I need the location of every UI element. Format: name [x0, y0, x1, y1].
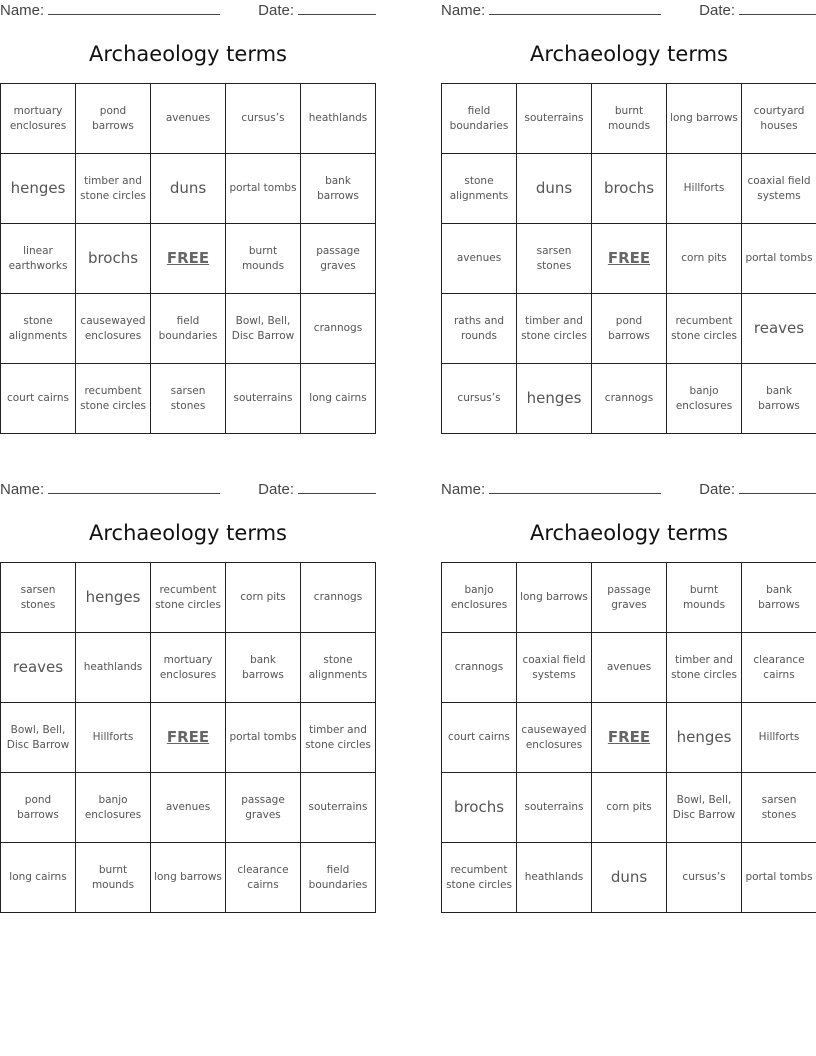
- bingo-grid: [0, 83, 376, 434]
- name-label: Name:: [0, 2, 45, 19]
- bingo-cell[interactable]: souterrains: [517, 773, 592, 843]
- bingo-cell[interactable]: henges: [517, 364, 592, 434]
- bingo-cell[interactable]: clearance cairns: [226, 843, 301, 913]
- date-field[interactable]: [258, 2, 376, 19]
- bingo-cell[interactable]: sarsen stones: [517, 224, 592, 294]
- bingo-cell[interactable]: henges: [1, 154, 76, 224]
- name-field[interactable]: [441, 2, 661, 19]
- bingo-card-1: [0, 0, 376, 440]
- bingo-grid: [0, 562, 376, 913]
- bingo-cell[interactable]: avenues: [442, 224, 517, 294]
- bingo-cell[interactable]: corn pits: [592, 773, 667, 843]
- bingo-cell[interactable]: bank barrows: [742, 563, 816, 633]
- bingo-cell[interactable]: cursus’s: [226, 84, 301, 154]
- name-field[interactable]: [0, 481, 220, 498]
- bingo-cell[interactable]: recumbent stone circles: [442, 843, 517, 913]
- bingo-cell[interactable]: bank barrows: [301, 154, 376, 224]
- bingo-card-3: [0, 479, 376, 919]
- bingo-cell[interactable]: Bowl, Bell, Disc Barrow: [1, 703, 76, 773]
- bingo-cell[interactable]: burnt mounds: [667, 563, 742, 633]
- card-title: Archaeology terms: [530, 521, 728, 545]
- bingo-cell[interactable]: timber and stone circles: [301, 703, 376, 773]
- bingo-cell[interactable]: avenues: [151, 84, 226, 154]
- bingo-cell[interactable]: mortuary enclosures: [1, 84, 76, 154]
- free-space-cell[interactable]: FREE: [151, 224, 226, 294]
- bingo-cell[interactable]: cursus’s: [667, 843, 742, 913]
- name-label: Name:: [441, 481, 486, 498]
- bingo-cell[interactable]: sarsen stones: [1, 563, 76, 633]
- bingo-cell[interactable]: avenues: [592, 633, 667, 703]
- bingo-cell[interactable]: pond barrows: [76, 84, 151, 154]
- bingo-cell[interactable]: crannogs: [301, 294, 376, 364]
- bingo-cell[interactable]: court cairns: [442, 703, 517, 773]
- bingo-cell[interactable]: brochs: [592, 154, 667, 224]
- name-field[interactable]: [0, 2, 220, 19]
- bingo-cell[interactable]: corn pits: [226, 563, 301, 633]
- bingo-cell[interactable]: burnt mounds: [226, 224, 301, 294]
- bingo-cell[interactable]: bank barrows: [742, 364, 816, 434]
- date-label: Date:: [699, 2, 735, 19]
- bingo-cell[interactable]: heathlands: [76, 633, 151, 703]
- bingo-cell[interactable]: Hillforts: [742, 703, 816, 773]
- bingo-cell[interactable]: mortuary enclosures: [151, 633, 226, 703]
- bingo-cell[interactable]: portal tombs: [226, 703, 301, 773]
- bingo-cell[interactable]: timber and stone circles: [667, 633, 742, 703]
- free-space-cell[interactable]: FREE: [592, 703, 667, 773]
- bingo-cell[interactable]: passage graves: [226, 773, 301, 843]
- bingo-cell[interactable]: henges: [667, 703, 742, 773]
- bingo-cell[interactable]: Bowl, Bell, Disc Barrow: [226, 294, 301, 364]
- bingo-cell[interactable]: souterrains: [226, 364, 301, 434]
- bingo-cell[interactable]: corn pits: [667, 224, 742, 294]
- bingo-cell[interactable]: long barrows: [517, 563, 592, 633]
- bingo-cell[interactable]: pond barrows: [1, 773, 76, 843]
- bingo-cell[interactable]: passage graves: [592, 563, 667, 633]
- date-field[interactable]: [699, 481, 816, 498]
- date-field[interactable]: [258, 481, 376, 498]
- bingo-cell[interactable]: recumbent stone circles: [151, 563, 226, 633]
- bingo-cell[interactable]: burnt mounds: [592, 84, 667, 154]
- bingo-cell[interactable]: pond barrows: [592, 294, 667, 364]
- bingo-cell[interactable]: recumbent stone circles: [667, 294, 742, 364]
- bingo-cell[interactable]: portal tombs: [226, 154, 301, 224]
- bingo-cell[interactable]: avenues: [151, 773, 226, 843]
- name-field[interactable]: [441, 481, 661, 498]
- bingo-cell[interactable]: brochs: [76, 224, 151, 294]
- bingo-cell[interactable]: portal tombs: [742, 843, 816, 913]
- card-title: Archaeology terms: [530, 42, 728, 66]
- bingo-cell[interactable]: passage graves: [301, 224, 376, 294]
- bingo-cell[interactable]: court cairns: [1, 364, 76, 434]
- date-label: Date:: [258, 481, 294, 498]
- card-title: Archaeology terms: [89, 42, 287, 66]
- bingo-cell[interactable]: stone alignments: [1, 294, 76, 364]
- bingo-cell[interactable]: coaxial field systems: [517, 633, 592, 703]
- bingo-cell[interactable]: Hillforts: [76, 703, 151, 773]
- bingo-card-2: [441, 0, 816, 440]
- bingo-cell[interactable]: stone alignments: [301, 633, 376, 703]
- bingo-cell[interactable]: causewayed enclosures: [76, 294, 151, 364]
- bingo-cell[interactable]: field boundaries: [151, 294, 226, 364]
- bingo-cell[interactable]: timber and stone circles: [76, 154, 151, 224]
- bingo-cell[interactable]: duns: [151, 154, 226, 224]
- free-space-cell[interactable]: FREE: [151, 703, 226, 773]
- bingo-cell[interactable]: Bowl, Bell, Disc Barrow: [667, 773, 742, 843]
- bingo-cell[interactable]: banjo enclosures: [442, 563, 517, 633]
- date-field[interactable]: [699, 2, 816, 19]
- bingo-card-4: [441, 479, 816, 919]
- bingo-cell[interactable]: souterrains: [517, 84, 592, 154]
- bingo-cell[interactable]: long barrows: [151, 843, 226, 913]
- bingo-cell[interactable]: field boundaries: [442, 84, 517, 154]
- date-label: Date:: [699, 481, 735, 498]
- bingo-cell[interactable]: reaves: [742, 294, 816, 364]
- bingo-cell[interactable]: burnt mounds: [76, 843, 151, 913]
- bingo-cell[interactable]: coaxial field systems: [742, 154, 816, 224]
- bingo-cell[interactable]: bank barrows: [226, 633, 301, 703]
- bingo-cell[interactable]: Hillforts: [667, 154, 742, 224]
- bingo-cell[interactable]: raths and rounds: [442, 294, 517, 364]
- bingo-cell[interactable]: souterrains: [301, 773, 376, 843]
- bingo-cell[interactable]: henges: [76, 563, 151, 633]
- bingo-cell[interactable]: clearance cairns: [742, 633, 816, 703]
- card-title: Archaeology terms: [89, 521, 287, 545]
- bingo-cell[interactable]: reaves: [1, 633, 76, 703]
- bingo-cell[interactable]: causewayed enclosures: [517, 703, 592, 773]
- bingo-cell[interactable]: banjo enclosures: [76, 773, 151, 843]
- bingo-cell[interactable]: field boundaries: [301, 843, 376, 913]
- bingo-cell[interactable]: cursus’s: [442, 364, 517, 434]
- name-label: Name:: [0, 481, 45, 498]
- bingo-cell[interactable]: long cairns: [1, 843, 76, 913]
- bingo-grid: [441, 83, 816, 434]
- bingo-cell[interactable]: sarsen stones: [742, 773, 816, 843]
- free-space-cell[interactable]: FREE: [592, 224, 667, 294]
- bingo-cell[interactable]: crannogs: [301, 563, 376, 633]
- bingo-cell[interactable]: crannogs: [592, 364, 667, 434]
- bingo-cell[interactable]: long barrows: [667, 84, 742, 154]
- bingo-cell[interactable]: stone alignments: [442, 154, 517, 224]
- date-label: Date:: [258, 2, 294, 19]
- bingo-cell[interactable]: banjo enclosures: [667, 364, 742, 434]
- bingo-cell[interactable]: heathlands: [301, 84, 376, 154]
- bingo-cell[interactable]: duns: [592, 843, 667, 913]
- bingo-cell[interactable]: sarsen stones: [151, 364, 226, 434]
- name-label: Name:: [441, 2, 486, 19]
- bingo-grid: [441, 562, 816, 913]
- bingo-cell[interactable]: crannogs: [442, 633, 517, 703]
- bingo-cell[interactable]: timber and stone circles: [517, 294, 592, 364]
- bingo-cell[interactable]: recumbent stone circles: [76, 364, 151, 434]
- bingo-cell[interactable]: courtyard houses: [742, 84, 816, 154]
- bingo-cell[interactable]: brochs: [442, 773, 517, 843]
- bingo-cell[interactable]: duns: [517, 154, 592, 224]
- bingo-cell[interactable]: long cairns: [301, 364, 376, 434]
- bingo-cell[interactable]: heathlands: [517, 843, 592, 913]
- bingo-cell[interactable]: portal tombs: [742, 224, 816, 294]
- bingo-cell[interactable]: linear earthworks: [1, 224, 76, 294]
